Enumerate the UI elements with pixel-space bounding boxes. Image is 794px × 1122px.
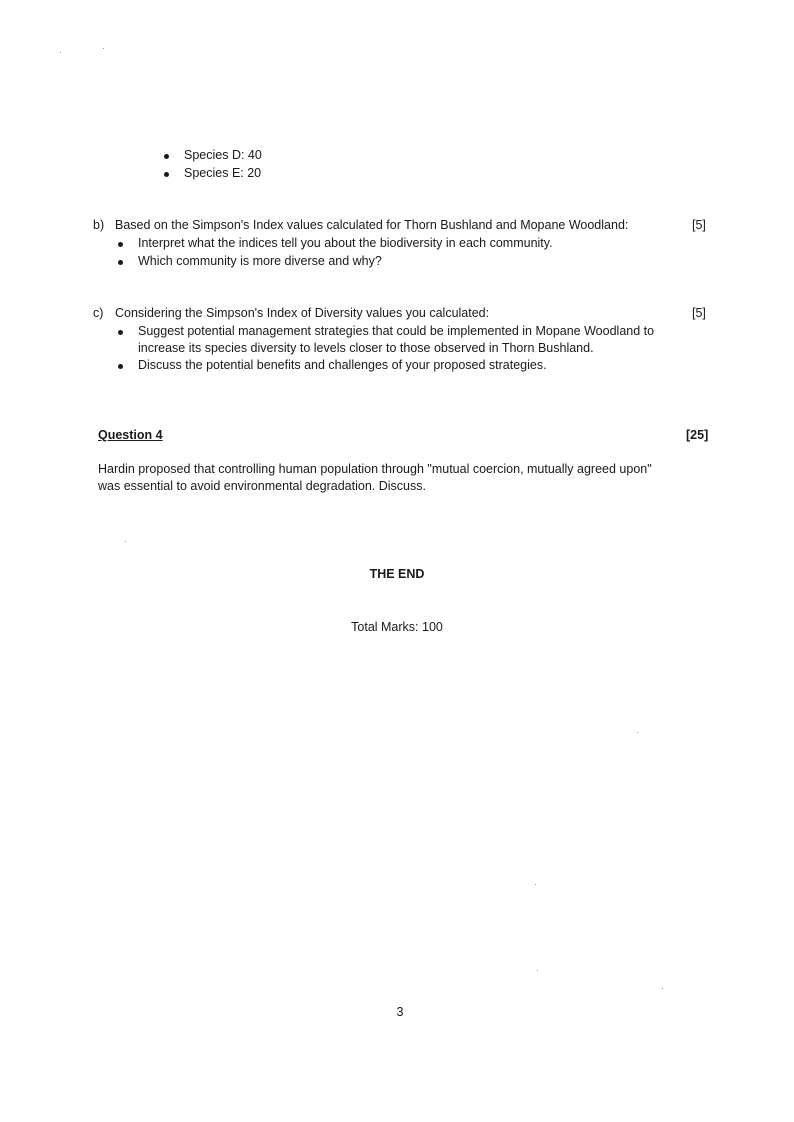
part-b-prompt: Based on the Simpson's Index values calculated for Thorn Bushland and Mopane Woodland:: [115, 218, 629, 232]
part-c-bullet: Discuss the potential benefits and challenges of your proposed strategies.: [138, 358, 547, 372]
bullet-icon: [118, 364, 123, 369]
total-marks: Total Marks: 100: [351, 620, 443, 634]
species-item: Species E: 20: [184, 166, 262, 180]
question-4-text: Hardin proposed that controlling human population through "mutual coercion, mutually agreed upon": [98, 462, 652, 476]
bullet-icon: [118, 330, 123, 335]
bullet-icon: [164, 154, 169, 159]
part-b-marks: [5]: [692, 218, 706, 232]
scan-speck: [662, 988, 663, 989]
scan-speck: [537, 970, 538, 971]
part-c-bullet-continuation: increase its species diversity to levels closer to those observed in Thorn Bushland.: [138, 341, 594, 355]
bullet-icon: [118, 242, 123, 247]
question-4-title: Question 4: [98, 428, 163, 442]
scan-speck: [125, 541, 126, 542]
bullet-icon: [118, 260, 123, 265]
part-c-prompt: Considering the Simpson's Index of Diversity values you calculated:: [115, 306, 490, 320]
part-b-bullet: Which community is more diverse and why?: [138, 254, 382, 268]
bullet-icon: [164, 172, 169, 177]
species-item: Species D: 40: [184, 148, 262, 162]
scan-speck: [103, 48, 104, 49]
question-4-marks: [25]: [686, 428, 709, 442]
scan-speck: [60, 52, 61, 53]
scan-speck: [535, 884, 536, 885]
scan-speck: [637, 732, 638, 733]
part-c-bullet: Suggest potential management strategies that could be implemented in Mopane Woodland to: [138, 324, 655, 338]
page-number: 3: [396, 1005, 404, 1019]
question-4-text: was essential to avoid environmental degradation. Discuss.: [98, 479, 426, 493]
part-b-bullet: Interpret what the indices tell you about the biodiversity in each community.: [138, 236, 553, 250]
part-b-label: b): [93, 218, 105, 232]
part-c-marks: [5]: [692, 306, 706, 320]
part-c-label: c): [93, 306, 104, 320]
the-end: THE END: [369, 567, 425, 581]
